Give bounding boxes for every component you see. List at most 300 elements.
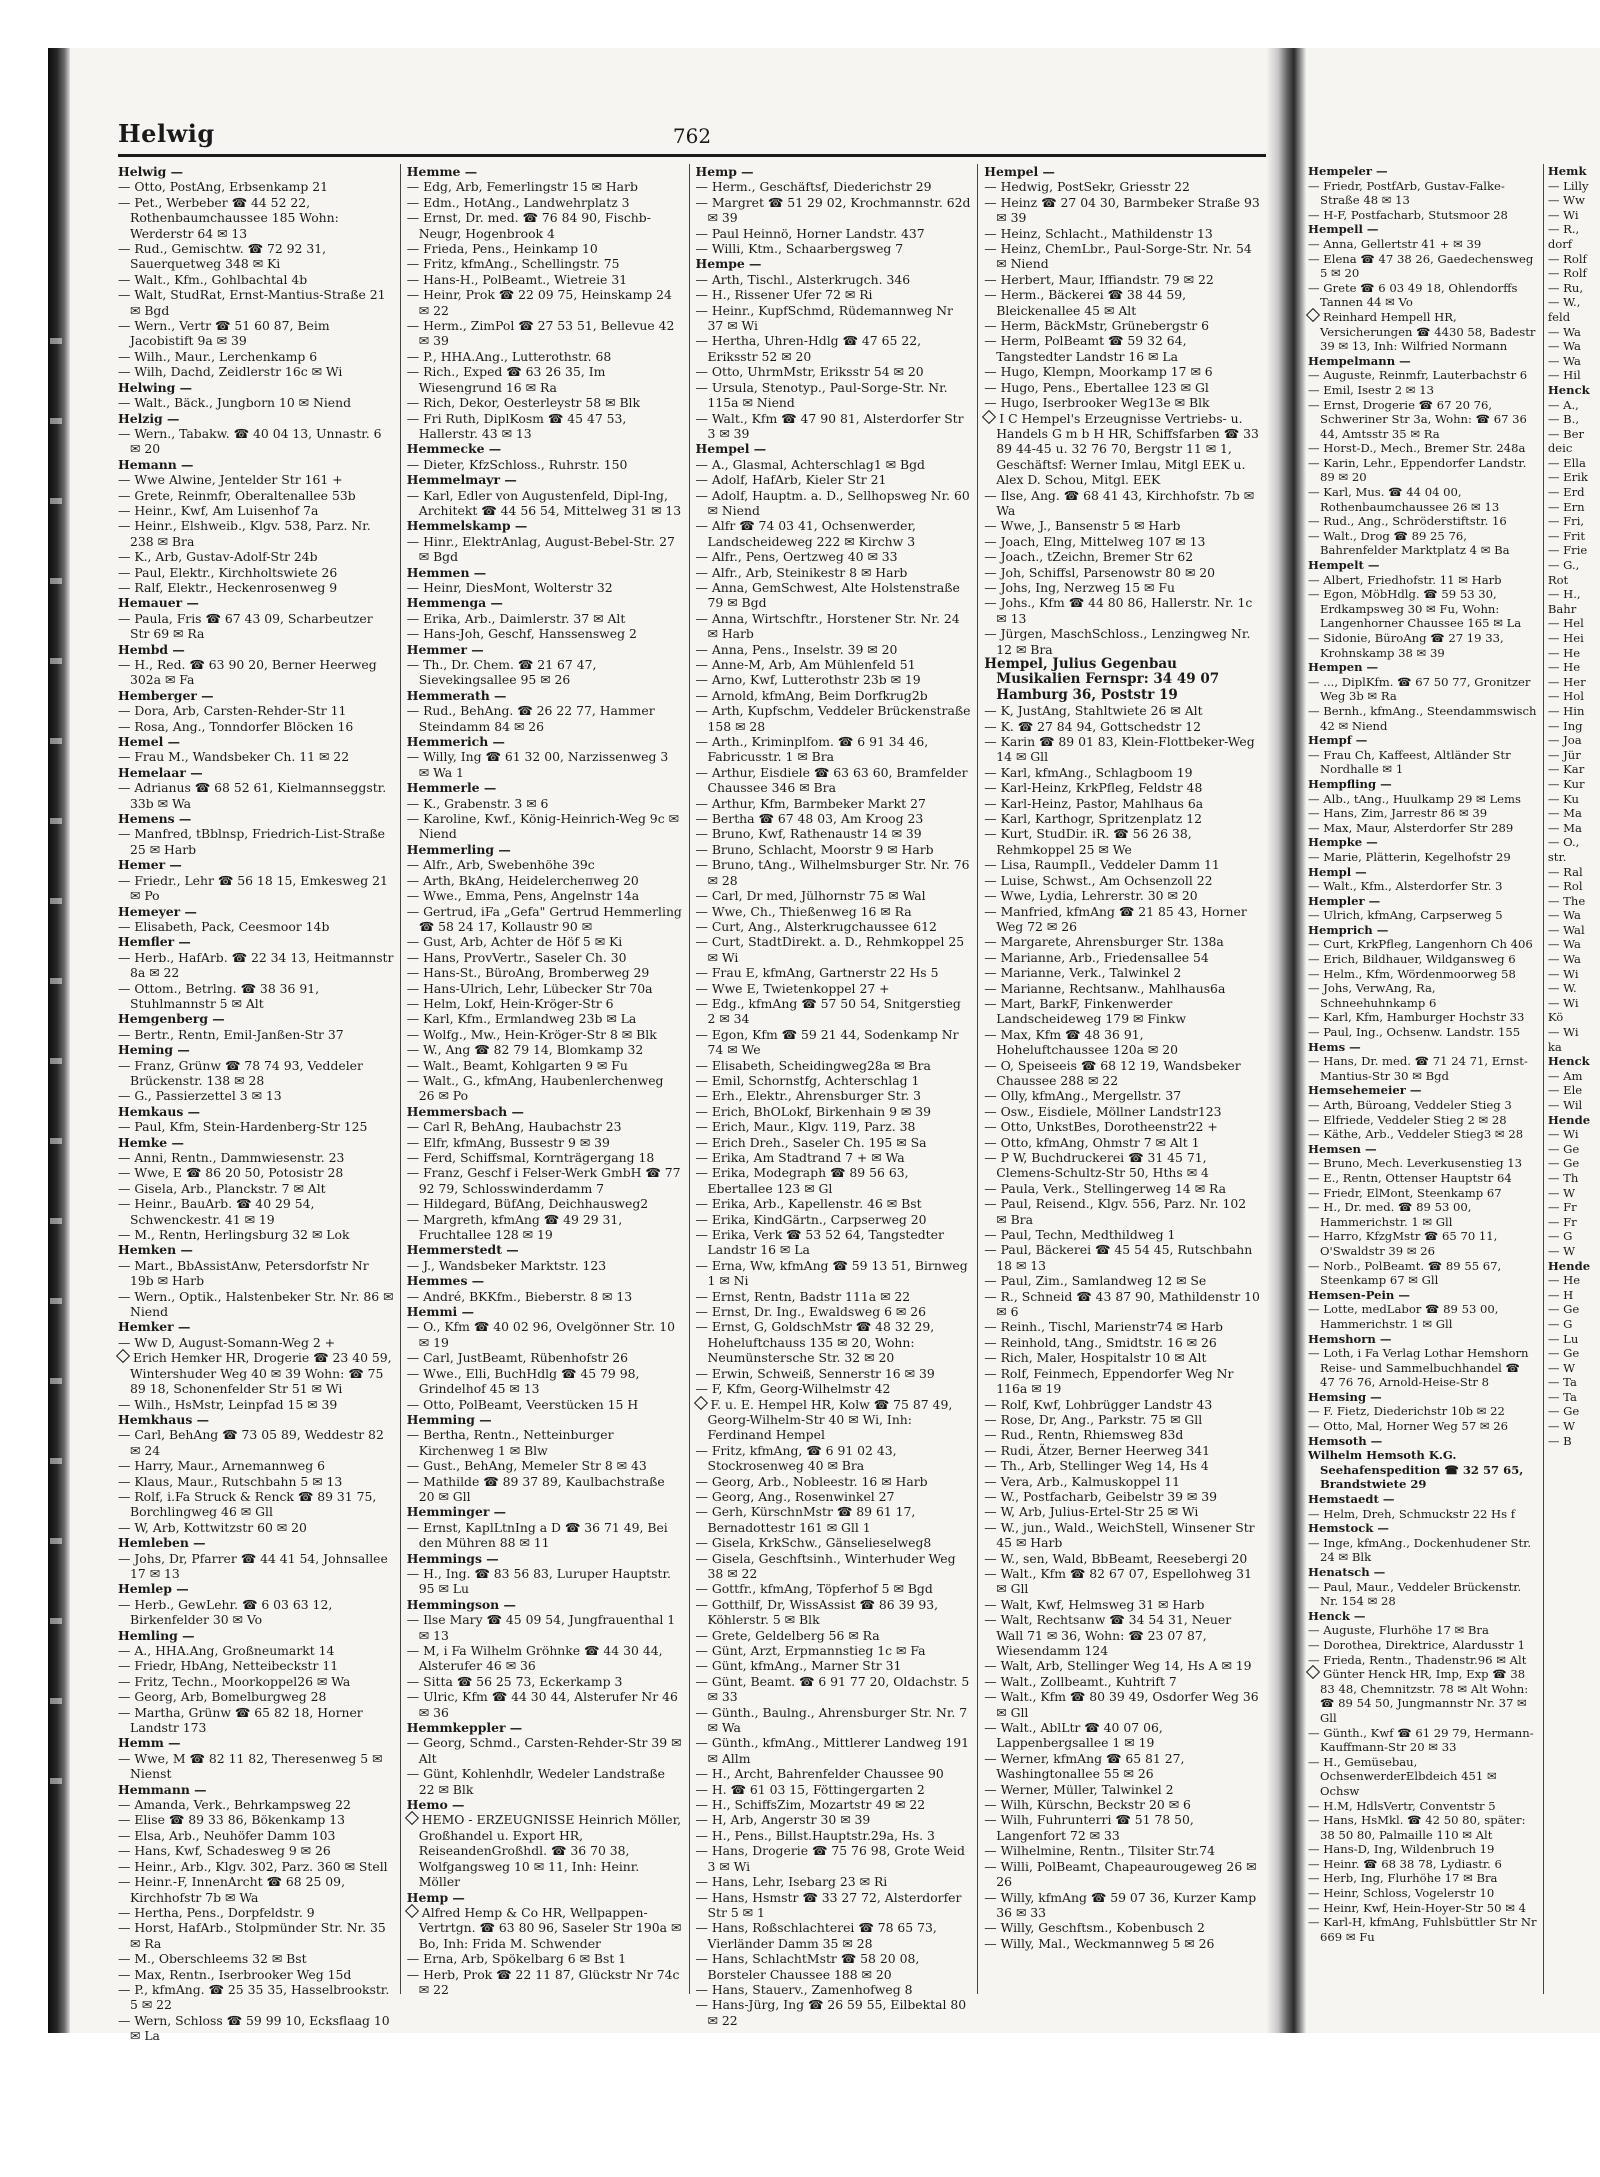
entry-text: — Elfriede, Veddeler Stieg 2 ✉ 28 <box>1308 1112 1507 1127</box>
entry-text: — Karl-H, kfmAng, Fuhlsbüttler Str Nr 669 ✉ Fu <box>1308 1915 1537 1944</box>
directory-entry <box>984 1119 1260 1134</box>
directory-entry <box>1308 1842 1537 1857</box>
entry-text: — Jürgen, MaschSchloss., Lenzingweg Nr. 12 ✉ Bra <box>984 626 1251 657</box>
entry-text: — Wa <box>1547 937 1581 952</box>
directory-entry <box>1548 996 1594 1011</box>
surname-heading <box>118 642 394 657</box>
entry-text: — B <box>1547 1433 1572 1448</box>
directory-entry <box>118 1597 394 1628</box>
entry-text: — Frau Ch, Kaffeest, Altländer Str Nordhalle ✉ 1 <box>1308 747 1511 777</box>
directory-entry <box>696 981 972 996</box>
surname-heading <box>118 411 394 426</box>
directory-entry <box>118 1088 394 1103</box>
entry-text: — Rich., Exped ☎ 63 26 35, Im Wiesengrund 16 ✉ Ra <box>406 364 606 395</box>
directory-entry <box>696 303 972 334</box>
directory-entry <box>1548 1127 1594 1142</box>
entry-text: Hemmes — <box>406 1273 485 1289</box>
entry-text: — Heinr. ☎ 68 38 78, Lydiastr. 6 <box>1308 1856 1502 1871</box>
entry-text: — G <box>1547 1229 1573 1244</box>
entry-text: — P W, Buchdruckerei ☎ 31 45 71, Clemens-Schultz-Str 50, Hths ✉ 4 <box>984 1150 1209 1181</box>
directory-entry <box>696 1890 972 1921</box>
business-diamond-icon <box>1306 308 1320 322</box>
directory-entry <box>1548 1083 1594 1098</box>
directory-entry <box>118 1119 394 1134</box>
directory-entry <box>1548 602 1594 617</box>
entry-text: — Karin, Lehr., Eppendorfer Landstr. 89 ✉ 20 <box>1308 455 1527 485</box>
directory-entry <box>1308 587 1537 631</box>
directory-entry <box>696 241 972 256</box>
entry-text: — Heinr, Kwf, Hein-Hoyer-Str 50 ✉ 4 <box>1308 1900 1526 1915</box>
entry-text: — Rich, Dekor, Oesterleystr 58 ✉ Blk <box>406 395 641 411</box>
entry-text: — Reinhold, tAng., Smidtstr. 16 ✉ 26 <box>984 1334 1217 1350</box>
entry-text: — Herm, BäckMstr, Grünebergstr 6 <box>984 318 1209 334</box>
entry-text: — Emil, Isestr 2 ✉ 13 <box>1308 382 1434 397</box>
directory-entry <box>407 873 683 888</box>
directory-entry <box>984 1135 1260 1150</box>
directory-entry <box>1548 967 1594 982</box>
entry-text: — Herb, Ing, Flurhöhe 17 ✉ Bra <box>1308 1871 1498 1886</box>
entry-text: — Ge <box>1547 1141 1580 1156</box>
surname-heading <box>1308 894 1537 909</box>
entry-text: — Karl-Heinz, KrkPfleg, Feldstr 48 <box>984 780 1203 796</box>
directory-entry <box>984 1443 1260 1458</box>
directory-entry <box>1548 1156 1594 1171</box>
entry-text: — Karoline, Kwf., König-Heinrich-Weg 9c ✉ Niend <box>406 811 679 842</box>
entry-text: — R., Schneid ☎ 43 87 90, Mathildenstr 10 ✉ 6 <box>984 1288 1260 1320</box>
entry-text: — Sidonie, BüroAng ☎ 27 19 33, Krohnskamp 38 ✉ 39 <box>1308 631 1504 660</box>
directory-entry <box>407 580 683 595</box>
directory-entry <box>407 1350 683 1365</box>
entry-text: — Gisela, Arb., Planckstr. 7 ✉ Alt <box>118 1180 326 1196</box>
entry-text: — Ge <box>1547 1346 1580 1361</box>
entry-text: Hemme — <box>406 164 478 179</box>
entry-text: — Ww <box>1547 193 1585 208</box>
directory-entry <box>118 611 394 642</box>
directory-entry <box>696 580 972 611</box>
entry-text: Hemsen-Pein — <box>1308 1287 1410 1302</box>
directory-entry <box>407 1689 683 1720</box>
entry-text: — Bertr., Rentn, Emil-Janßen-Str 37 <box>118 1026 344 1042</box>
entry-text: — Harro, KfzgMstr ☎ 65 70 11, O'Swaldstr 39 ✉ 26 <box>1308 1229 1498 1258</box>
directory-entry <box>1548 222 1594 237</box>
entry-text: ka <box>1547 1039 1562 1054</box>
directory-entry <box>1548 675 1594 690</box>
directory-entry <box>407 996 683 1011</box>
entry-text: Hemshorn — <box>1308 1331 1392 1346</box>
directory-entry <box>118 1967 394 1982</box>
entry-text: — Kar <box>1547 762 1585 777</box>
directory-entry <box>696 1951 972 1982</box>
directory-entry <box>984 1412 1260 1427</box>
entry-text: — Auguste, Reinmfr, Lauterbachstr 6 <box>1308 368 1528 383</box>
surname-heading <box>118 811 394 826</box>
directory-entry <box>1308 908 1537 923</box>
directory-entry <box>696 1874 972 1889</box>
entry-text: — Günth., Kwf ☎ 61 29 79, Hermann-Kauffmann-Str 20 ✉ 33 <box>1308 1725 1534 1755</box>
entry-text: Hemsoth — <box>1308 1433 1383 1448</box>
directory-entry <box>407 1150 683 1165</box>
entry-text: — E., Rentn, Ottenser Hauptstr 64 <box>1308 1170 1512 1185</box>
directory-entry <box>118 488 394 503</box>
entry-text: — Bertha, Rentn., Netteinburger Kirchenweg 1 ✉ Blw <box>406 1427 614 1458</box>
directory-entry <box>1308 1186 1537 1201</box>
entry-text: — Erich, BhOLokf, Birkenhain 9 ✉ 39 <box>695 1103 931 1119</box>
entry-text: — Ernst, Dr. med. ☎ 76 84 90, Fischb-Neugr, Hogenbrook 4 <box>406 210 651 241</box>
directory-entry <box>984 965 1260 980</box>
directory-entry <box>984 1150 1260 1181</box>
directory-entry <box>984 888 1260 903</box>
entry-text: — Wwe., Emma, Pens, Angelnstr 14a <box>406 888 640 904</box>
entry-text: — Walt., AblLtr ☎ 40 07 06, Lappenbergsallee 1 ✉ 19 <box>984 1720 1163 1751</box>
entry-text: — Paul, Reisend., Klgv. 556, Parz. Nr. 102 ✉ Bra <box>984 1196 1247 1227</box>
surname-heading <box>407 1504 683 1519</box>
directory-entry <box>984 1612 1260 1658</box>
entry-text: — Joa <box>1547 733 1582 748</box>
entry-text: — Curt, Ang., Alsterkrugchaussee 612 <box>695 918 937 934</box>
directory-entry <box>1308 1813 1537 1842</box>
directory-entry <box>984 904 1260 935</box>
entry-text: Hemmerling — <box>406 841 511 857</box>
entry-text: — Ele <box>1547 1083 1583 1098</box>
entry-text: — Erh., Elektr., Ahrensburger Str. 3 <box>695 1088 922 1104</box>
directory-entry <box>118 565 394 580</box>
entry-text: — Joach., tZeichn, Bremer Str 62 <box>984 549 1194 565</box>
entry-text: — H., Dr. med. ☎ 89 53 00, Hammerichstr. 1 ✉ Gll <box>1308 1200 1472 1229</box>
entry-text: — Ottom., Betrlng. ☎ 38 36 91, Stuhlmannstr 5 ✉ Alt <box>118 980 320 1011</box>
entry-text: — Ber <box>1547 426 1585 441</box>
entry-text: — Fri, <box>1547 514 1585 529</box>
directory-entry <box>696 1366 972 1381</box>
entry-text: — H.M, HdlsVertr, Conventstr 5 <box>1308 1798 1496 1813</box>
entry-text: — W, Arb, Kottwitzstr 60 ✉ 20 <box>118 1519 307 1535</box>
surname-heading <box>1308 1434 1537 1449</box>
directory-entry <box>407 1027 683 1042</box>
entry-text: — Carl, BehAng ☎ 73 05 89, Weddestr 82 ✉ 24 <box>118 1427 384 1458</box>
surname-heading <box>407 1304 683 1319</box>
surname-heading <box>1308 1609 1537 1624</box>
directory-entry <box>984 549 1260 564</box>
directory-entry <box>984 226 1260 241</box>
directory-entry <box>696 1304 972 1319</box>
surname-heading <box>118 1535 394 1550</box>
entry-text: — O., Kfm ☎ 40 02 96, Ovelgönner Str. 10 ✉ 19 <box>406 1319 675 1350</box>
directory-entry <box>118 1058 394 1089</box>
entry-text: — He <box>1547 1273 1581 1288</box>
entry-text: — Karl-Heinz, Pastor, Mahlhaus 6a <box>984 795 1204 811</box>
entry-text: — Wwe, E ☎ 86 20 50, Potosistr 28 <box>118 1165 344 1181</box>
business-diamond-icon <box>693 1395 707 1409</box>
surname-heading <box>407 1551 683 1566</box>
entry-text: Hemann — <box>118 456 194 472</box>
directory-entry <box>1548 1069 1594 1084</box>
directory-entry <box>1548 1142 1594 1157</box>
entry-text: — Otto, PolBeamt, Veerstücken 15 H <box>406 1396 639 1412</box>
directory-entry <box>696 1165 972 1196</box>
entry-text: — Lotte, medLabor ☎ 89 53 00, Hammerichstr. 1 ✉ Gll <box>1308 1302 1499 1331</box>
directory-entry <box>1308 1653 1537 1668</box>
directory-entry <box>118 1350 394 1396</box>
directory-entry <box>1308 310 1537 354</box>
entry-text: — Arth., Kriminplfom. ☎ 6 91 34 46, Fabricusstr. 1 ✉ Bra <box>695 734 929 765</box>
directory-entry <box>984 364 1260 379</box>
directory-entry <box>1548 456 1594 471</box>
surname-heading <box>1308 354 1537 369</box>
directory-entry <box>696 1828 972 1843</box>
directory-entry <box>407 1196 683 1211</box>
directory-entry <box>1308 806 1537 821</box>
entry-text: Wilhelm Hemsoth K.G. Seehafenspedition ☎ 32 57 65, Brandstwiete 29 <box>1308 1448 1524 1492</box>
entry-text: Hemprich — <box>1308 922 1389 937</box>
directory-entry <box>1548 704 1594 719</box>
entry-text: — W <box>1547 1185 1576 1200</box>
directory-entry <box>407 749 683 780</box>
directory-entry <box>407 1905 683 1951</box>
directory-entry <box>1308 1098 1537 1113</box>
directory-entry <box>118 919 394 934</box>
entry-text: — Anna, Gellertstr 41 + ✉ 39 <box>1308 236 1482 251</box>
directory-entry <box>696 1628 972 1643</box>
entry-text: Hemeyer — <box>118 903 197 919</box>
entry-text: — Rudi, Ätzer, Berner Heerweg 341 <box>984 1442 1211 1458</box>
entry-text: — H., Rissener Ufer 72 ✉ Ri <box>695 287 873 303</box>
directory-entry <box>118 580 394 595</box>
entry-text: — Ma <box>1547 806 1582 821</box>
entry-text: — Heinz ☎ 27 04 30, Barmbeker Straße 93 ✉ 39 <box>984 194 1260 226</box>
entry-text: — Friedr, HbAng, Netteibeckstr 11 <box>118 1658 339 1674</box>
directory-entry <box>118 1474 394 1489</box>
directory-entry <box>984 488 1260 519</box>
entry-text: — Wern., Tabakw. ☎ 40 04 13, Unnastr. 6 ✉ 20 <box>118 425 382 457</box>
directory-entry <box>407 1397 683 1412</box>
entry-text: — Frie <box>1547 543 1588 558</box>
entry-text: — Arno, Kwf, Lutterothstr 23b ✉ 19 <box>695 672 921 688</box>
directory-entry <box>696 1104 972 1119</box>
entry-text: — Erna, Arb, Spökelbarg 6 ✉ Bst 1 <box>406 1951 627 1967</box>
entry-text: Hemel — <box>118 734 180 750</box>
entry-text: — W <box>1547 1419 1576 1434</box>
directory-entry <box>984 765 1260 780</box>
entry-text: — Wolfg., Mw., Hein-Kröger-Str 8 ✉ Blk <box>406 1026 657 1042</box>
directory-entry <box>407 796 683 811</box>
entry-text: Hende <box>1547 1112 1591 1127</box>
entry-text: — W. <box>1547 981 1577 996</box>
directory-entry <box>696 765 972 796</box>
entry-text: — Georg, Arb., Nobleestr. 16 ✉ Harb <box>695 1473 928 1489</box>
entry-text: — Hans, Kwf, Schadesweg 9 ✉ 26 <box>118 1843 331 1859</box>
entry-text: Hempelt — <box>1308 558 1380 573</box>
directory-entry <box>407 1366 683 1397</box>
entry-text: — Osw., Eisdiele, Möllner Landstr123 <box>984 1103 1222 1119</box>
entry-text: — A., HHA.Ang, Großneumarkt 14 <box>118 1643 335 1658</box>
entry-text: Hemens — <box>118 811 192 827</box>
entry-text: Bahr <box>1547 601 1577 616</box>
entry-text: — Dieter, KfzSchloss., Ruhrstr. 150 <box>406 456 628 472</box>
directory-entry <box>1548 281 1594 296</box>
entry-text: — Heinr., Arb., Klgv. 302, Parz. 360 ✉ Stell <box>118 1858 388 1874</box>
directory-entry <box>1548 470 1594 485</box>
surname-heading <box>118 1735 394 1750</box>
entry-text: — Anna, Wirtschftr., Horstener Str. Nr. 24 ✉ Harb <box>695 610 960 642</box>
entry-text: Helwig — <box>118 164 184 179</box>
directory-entry <box>1308 1638 1537 1653</box>
entry-text: — H. ☎ 61 03 15, Föttingergarten 2 <box>695 1781 925 1797</box>
entry-text: — Lilly <box>1547 178 1589 193</box>
directory-entry <box>1548 923 1594 938</box>
directory-entry <box>696 1782 972 1797</box>
entry-text: — G <box>1547 1316 1573 1331</box>
directory-entry <box>696 1258 972 1289</box>
directory-entry <box>118 873 394 904</box>
directory-entry <box>1308 208 1537 223</box>
directory-entry <box>118 2013 394 2044</box>
directory-entry <box>1308 1171 1537 1186</box>
directory-entry <box>984 1566 1260 1597</box>
business-diamond-icon <box>982 409 996 423</box>
directory-entry <box>118 1812 394 1827</box>
entry-text: — Inge, kfmAng., Dockenhudener Str. 24 ✉ Blk <box>1308 1535 1532 1565</box>
entry-text: — Hol <box>1547 689 1584 704</box>
directory-entry <box>984 1859 1260 1890</box>
directory-entry <box>1308 1536 1537 1565</box>
directory-entry <box>1548 1040 1594 1055</box>
entry-text: Hempf — <box>1308 733 1368 748</box>
entry-text: — Ernst, Rentn, Badstr 111a ✉ 22 <box>695 1288 911 1304</box>
entry-text: — Olly, kfmAng., Mergellstr. 37 <box>984 1088 1182 1104</box>
entry-text: Hemberger — <box>118 687 214 703</box>
entry-text: — Th <box>1547 1170 1579 1185</box>
surname-heading <box>118 765 394 780</box>
right-directory-column-1 <box>1308 164 1543 1994</box>
directory-entry <box>1308 1915 1537 1944</box>
surname-heading <box>696 164 972 179</box>
entry-text: — Ella <box>1547 455 1586 470</box>
entry-text: — Bruno, Schlacht, Moorstr 9 ✉ Harb <box>695 841 934 857</box>
entry-text: Hemmi — <box>406 1304 474 1320</box>
entry-text: — Franz, Geschf i Felser-Werk GmbH ☎ 77 92 79, Schlosswinderdamm 7 <box>406 1165 681 1196</box>
entry-text: Hempl — <box>1308 864 1367 879</box>
directory-entry <box>984 1027 1260 1058</box>
directory-entry <box>407 1042 683 1057</box>
directory-entry <box>407 241 683 256</box>
entry-text: — Margret ☎ 51 29 02, Krochmannstr. 62d ✉ 39 <box>695 194 971 226</box>
entry-text: — Karl, kfmAng., Schlagboom 19 <box>984 764 1193 780</box>
entry-text: — F, Kfm, Georg-Wilhelmstr 42 <box>695 1381 891 1397</box>
entry-text: Alfred Hemp & Co HR, Wellpappen-Vertrtgn. ☎ 63 80 96, Saseler Str 190a ✉ Bo, Inh: Frida M. Schwender <box>418 1904 682 1951</box>
entry-text: — Herb., HafArb. ☎ 22 34 13, Heitmannstr 8a ✉ 22 <box>118 949 394 981</box>
surname-heading <box>1308 558 1537 573</box>
entry-text: — Dora, Arb, Carsten-Rehder-Str 11 <box>118 703 347 719</box>
entry-text: — Amanda, Verk., Behrkampsweg 22 <box>118 1797 351 1813</box>
entry-text: — Edm., HotAng., Landwehrplatz 3 <box>406 194 630 210</box>
directory-entry <box>1548 398 1594 413</box>
entry-text: — Paul, Techn, Medthildweg 1 <box>984 1227 1176 1243</box>
entry-text: — Erich, Bildhauer, Wildgansweg 6 <box>1308 952 1516 967</box>
directory-entry <box>984 1474 1260 1489</box>
directory-entry <box>1308 281 1537 310</box>
directory-entry <box>1548 792 1594 807</box>
entry-text: — Hans, Roßschlachterei ☎ 78 65 73, Vierländer Damm 35 ✉ 28 <box>695 1920 937 1951</box>
directory-entry <box>984 1058 1260 1089</box>
directory-entry <box>1308 631 1537 660</box>
entry-text: — Wwe E, Twietenkoppel 27 + <box>695 980 890 996</box>
entry-text: — Grete ☎ 6 03 49 18, Ohlendorffs Tannen 44 ✉ Vo <box>1308 280 1518 310</box>
entry-text: — Manfried, kfmAng ☎ 21 85 43, Horner Weg 72 ✉ 26 <box>984 903 1247 934</box>
directory-entry <box>1548 894 1594 909</box>
entry-text: I C Hempel's Erzeugnisse Vertriebs- u. Handels G m b H HR, Schiffsfarben ☎ 33 89 44-45 u. 32 76 70, Bergstr 11 ✉ 1, Geschäftsf: Werner Imlau, Mitgl EEK u. Alex D. Schou, Mitgl. EEK <box>996 410 1259 488</box>
entry-text: — Erika, Am Stadtrand 7 + ✉ Wa <box>695 1150 905 1165</box>
directory-entry <box>118 1258 394 1289</box>
directory-entry <box>1548 1404 1594 1419</box>
surname-heading <box>696 256 972 271</box>
entry-text: — Marianne, Arb., Friedensallee 54 <box>984 949 1209 965</box>
directory-entry <box>984 826 1260 857</box>
left-page <box>118 94 1266 2044</box>
entry-text: — Wilh., HsMstr, Leinpfad 15 ✉ 39 <box>118 1396 338 1412</box>
directory-entry <box>1308 1886 1537 1901</box>
directory-entry <box>1308 1054 1537 1083</box>
directory-entry <box>696 1319 972 1365</box>
entry-text: — Karl, Mus. ☎ 44 04 00, Rothenbaumchaussee 26 ✉ 13 <box>1308 485 1500 514</box>
entry-text: Hemmerstedt — <box>406 1242 519 1258</box>
directory-entry <box>1548 1229 1594 1244</box>
entry-text: — Anne-M, Arb, Am Mühlenfeld 51 <box>695 657 916 672</box>
entry-text: — Margarete, Ahrensburger Str. 138a <box>984 934 1224 950</box>
directory-entry <box>1548 646 1594 661</box>
entry-text: — Walt, Arb, Stellinger Weg 14, Hs A ✉ 19 <box>984 1658 1252 1674</box>
entry-text: — W., Ang ☎ 82 79 14, Blomkamp 32 <box>406 1042 644 1058</box>
directory-entry <box>407 1165 683 1196</box>
surname-heading <box>407 1720 683 1735</box>
entry-text: — Ta <box>1547 1389 1577 1404</box>
entry-text: — Günt, Arzt, Erpmannstieg 1c ✉ Fa <box>695 1643 926 1658</box>
directory-entry <box>118 719 394 734</box>
directory-entry <box>118 395 394 410</box>
entry-text: — Willy, Ing ☎ 61 32 00, Narzissenweg 3 ✉ Wa 1 <box>406 749 669 780</box>
directory-entry <box>1308 821 1537 836</box>
entry-text: — Hinr., ElektrAnlag, August-Bebel-Str. 27 ✉ Bgd <box>406 533 675 565</box>
page-edge-shadow <box>48 48 70 2033</box>
entry-text: Hemmenga — <box>406 595 503 611</box>
entry-text: — Walt., Beamt, Kohlgarten 9 ✉ Fu <box>406 1057 628 1073</box>
entry-text: — Wwe, Lydia, Lehrerstr. 30 ✉ 20 <box>984 888 1198 904</box>
entry-text: Hemsen — <box>1308 1141 1377 1156</box>
book-gutter <box>1266 48 1306 2033</box>
entry-text: — H., Archt, Bahrenfelder Chaussee 90 <box>695 1766 944 1782</box>
entry-text: — Walt, Kwf, Helmsweg 31 ✉ Harb <box>984 1596 1205 1612</box>
directory-entry <box>118 703 394 718</box>
entry-text: — Wern., Vertr ☎ 51 60 87, Beim Jacobistift 9a ✉ 39 <box>118 318 330 349</box>
entry-text: Hemmen — <box>406 564 487 580</box>
directory-entry <box>984 1289 1260 1320</box>
entry-text: — Elisabeth, Scheidingweg28a ✉ Bra <box>695 1057 931 1073</box>
entry-text: — Kurt, StudDir. iR. ☎ 56 26 38, Rehmkoppel 25 ✉ We <box>984 826 1192 857</box>
directory-entry <box>1548 1317 1594 1332</box>
entry-text: — Otto, Mal, Horner Weg 57 ✉ 26 <box>1308 1419 1509 1434</box>
surname-heading <box>118 1011 394 1026</box>
entry-text: — Ernst, KaplLtnIng a D ☎ 36 71 49, Bei den Mühren 88 ✉ 11 <box>406 1519 668 1551</box>
directory-entry <box>984 1489 1260 1504</box>
entry-text: — Ferd, Schiffsmal, Kornträgergang 18 <box>406 1150 655 1165</box>
entry-text: — Mart., BbAssistAnw, Petersdorfstr Nr 19b ✉ Harb <box>118 1257 369 1289</box>
surname-heading <box>1308 222 1537 237</box>
entry-text: — Wwe, J., Bansenstr 5 ✉ Harb <box>984 518 1181 534</box>
entry-text: Hemsehemeier — <box>1308 1083 1422 1098</box>
directory-entry <box>118 241 394 272</box>
directory-entry <box>1548 514 1594 529</box>
entry-text: — P., kfmAng. ☎ 25 35 35, Hasselbrookstr. 5 ✉ 22 <box>118 1981 390 2013</box>
directory-entry <box>696 1058 972 1073</box>
entry-text: feld <box>1547 309 1571 324</box>
